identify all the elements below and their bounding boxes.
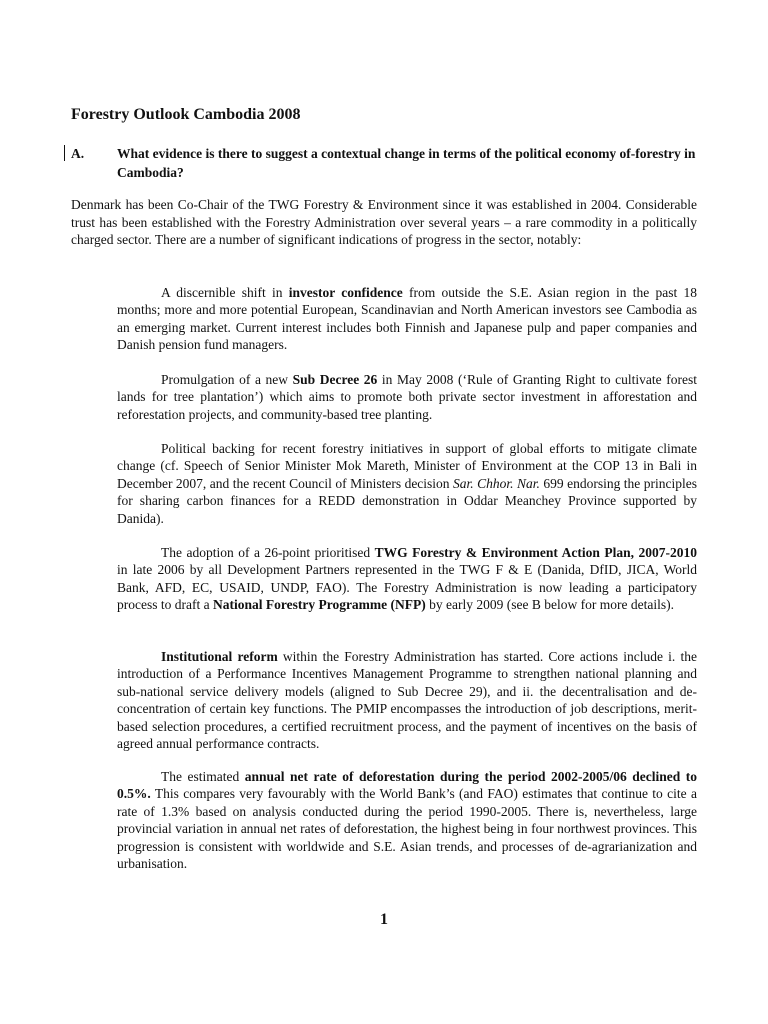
document-title: Forestry Outlook Cambodia 2008 bbox=[71, 106, 301, 123]
item-bold-text: investor confidence bbox=[288, 285, 403, 300]
revision-change-bar bbox=[64, 145, 65, 161]
item-text: Promulgation of a new bbox=[161, 372, 293, 387]
item-italic-text: Sar. Chhor. Nar. bbox=[453, 475, 540, 491]
item-text: by early 2009 (see B below for more details). bbox=[425, 597, 674, 613]
section-letter: A. bbox=[71, 146, 85, 161]
item-text: in May 2008 (‘Rule of Granting Right to cultivate forest lands for tree plantation’) which aims to promote both private sector investment in afforestation and reforestation projects, and community-based tree planting. bbox=[117, 372, 697, 422]
item-text: within the Forestry Administration has started. Core actions include i. the introduction of a Performance Incentives Management Programme to strengthen national planning and sub-national service delivery models (aligned to Sub Decree 29), and ii. the decentralisation and de-concentration of certain key functions. The PMIP encompasses the introduction of job descriptions, merit-based selection procedures, a certified recruitment process, and the payment of incentives on the basis of agreed annual performance contracts. bbox=[117, 649, 697, 752]
item-investor-confidence bbox=[117, 284, 697, 354]
item-text: from outside the S.E. Asian region in the past 18 months; more and more potential European, Scandinavian and North American investors see Cambodia as an emerging market. Current interest includes both Finnish and Japanese pulp and paper companies and Danish pension fund managers. bbox=[117, 285, 697, 353]
item-text: A discernible shift in bbox=[161, 285, 289, 300]
page-number: 1 bbox=[380, 911, 388, 928]
item-text: The adoption of a 26-point prioritised bbox=[161, 545, 375, 560]
item-sub-decree-26 bbox=[117, 371, 697, 423]
item-text: This compares very favourably with the World Bank’s (and FAO) estimates that continue to cite a rate of 1.3% based on analysis conducted during the period 1990-2005. There is, nevertheless, large provincial variation in annual net rates of deforestation, the highest being in four northwest provinces. This progression is consistent with worldwide and S.E. Asian trends, and processes of de-agrarianization and urbanisation. bbox=[117, 786, 697, 872]
item-deforestation-rate bbox=[117, 768, 697, 872]
item-bold-text: TWG Forestry & Environment Action Plan, 2007-2010 bbox=[374, 545, 697, 560]
item-text: in late 2006 by all Development Partners represented in the TWG F & E (Danida, DfID, JICA, World Bank, AFD, EC, USAID, UNDP, FAO). The Forestry Administration is now leading a participatory process to draft a bbox=[117, 562, 697, 613]
item-text: 699 endorsing the principles for sharing carbon finances for a REDD demonstration in Oddar Meanchey Province supported by Danida). bbox=[117, 475, 697, 526]
item-text: The estimated bbox=[161, 769, 245, 784]
item-bold-text: Sub Decree 26 bbox=[292, 372, 378, 387]
item-institutional-reform bbox=[117, 648, 697, 752]
section-question: What evidence is there to suggest a contextual change in terms of the political economy of-forestry in Cambodia? bbox=[117, 146, 696, 180]
item-political-backing bbox=[117, 440, 697, 527]
item-bold-text: National Forestry Programme (NFP) bbox=[212, 597, 426, 613]
item-bold-text: Institutional reform bbox=[161, 649, 278, 664]
item-action-plan bbox=[117, 544, 697, 614]
intro-paragraph: Denmark has been Co-Chair of the TWG Forestry & Environment since it was established in 2004. Considerable trust has been established with the Forestry Administration over several years – a rare commodity in a politically charged sector. There are a number of significant indications of progress in the sector, notably: bbox=[71, 197, 697, 248]
item-bold-text: annual net rate of deforestation during the period 2002-2005/06 declined to 0.5%. bbox=[117, 769, 697, 802]
section-heading bbox=[71, 144, 701, 182]
item-text: Political backing for recent forestry initiatives in support of global efforts to mitigate climate change (cf. Speech of Senior Minister Mok Mareth, Minister of Environment at the COP 13 in Bali in December 2007, and the recent Council of Ministers decision bbox=[117, 441, 697, 491]
